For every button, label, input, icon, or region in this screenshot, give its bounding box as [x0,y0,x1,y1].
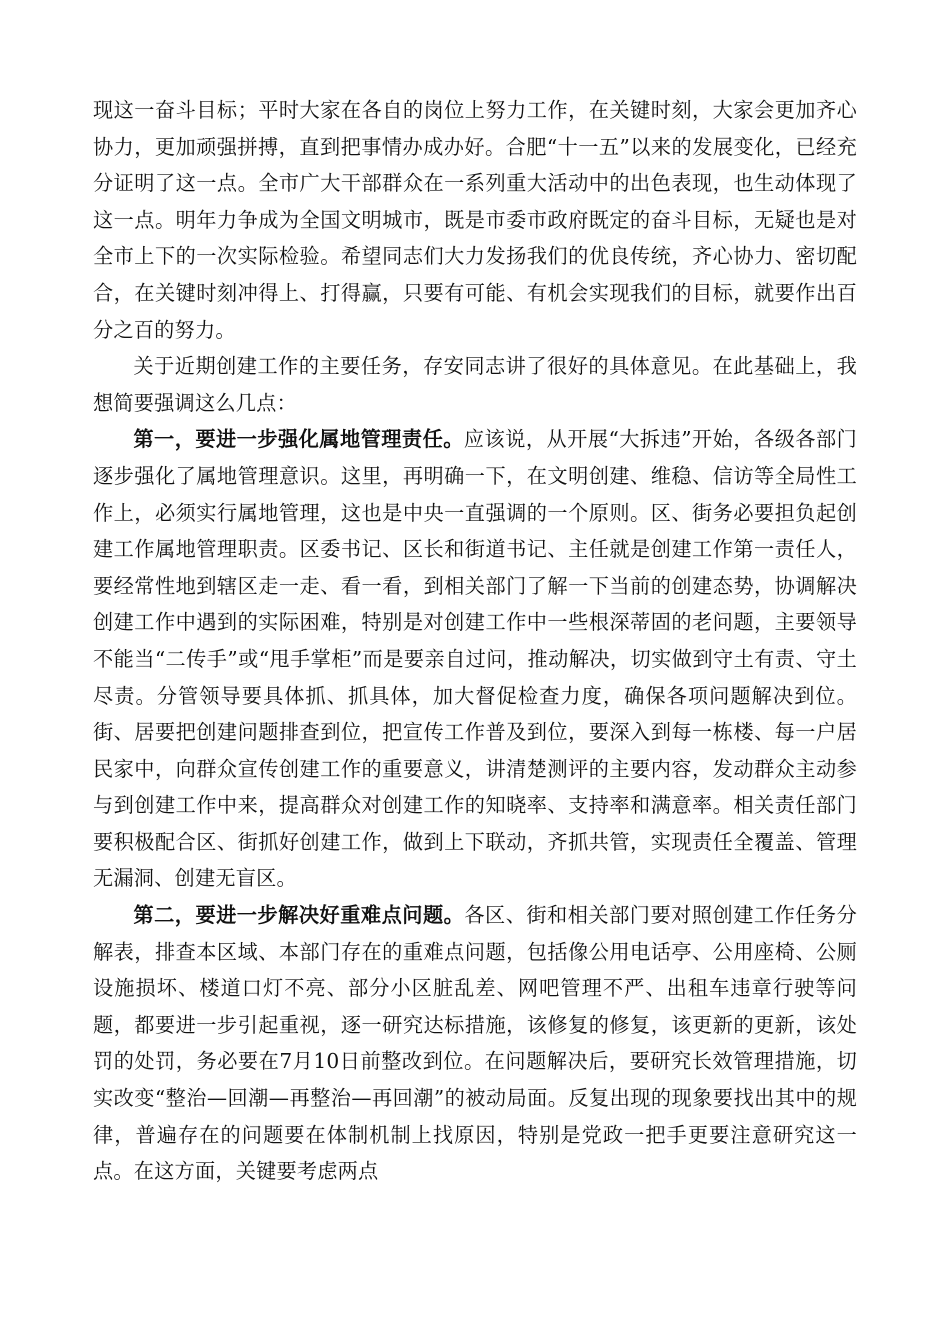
paragraph-point-two [93,897,857,1190]
paragraph-continuation [93,92,857,348]
paragraph-heading: 第二，要进一步解决好重难点问题。 [133,903,465,928]
paragraph-text: 现这一奋斗目标；平时大家在各自的岗位上努力工作，在关键时刻，大家会更加齐心协力，更加顽强拼搏，直到把事情办成办好。合肥“十一五”以来的发展变化，已经充分证明了这一点。全市广大干部群众在一系列重大活动中的出色表现，也生动体现了这一点。明年力争成为全国文明城市，既是市委市政府既定的奋斗目标，无疑也是对全市上下的一次实际检验。希望同志们大力发扬我们的优良传统，齐心协力、密切配合，在关键时刻冲得上、打得赢，只要有可能、有机会实现我们的目标，就要作出百分之百的努力。 [93,98,857,342]
paragraph-text: 应该说，从开展“大拆违”开始，各级各部门逐步强化了属地管理意识。这里，再明确一下，在文明创建、维稳、信访等全局性工作上，必须实行属地管理，这也是中央一直强调的一个原则。区、街务必要担负起创建工作属地管理职责。区委书记、区长和街道书记、主任就是创建工作第一责任人，要经常性地到辖区走一走、看一看，到相关部门了解一下当前的创建态势，协调解决创建工作中遇到的实际困难，特别是对创建工作中一些根深蒂固的老问题，主要领导不能当“二传手”或“甩手掌柜”而是要亲自过问，推动解决，切实做到守土有责、守土尽责。分管领导要具体抓、抓具体，加大督促检查力度，确保各项问题解决到位。街、居要把创建问题排查到位，把宣传工作普及到位，要深入到每一栋楼、每一户居民家中，向群众宣传创建工作的重要意义，讲清楚测评的主要内容，发动群众主动参与到创建工作中来，提高群众对创建工作的知晓率、支持率和满意率。相关责任部门要积极配合区、街抓好创建工作，做到上下联动，齐抓共管，实现责任全覆盖、管理无漏洞、创建无盲区。 [93,427,857,891]
paragraph-intro [93,348,857,421]
paragraph-point-one [93,421,857,897]
paragraph-text: 关于近期创建工作的主要任务，存安同志讲了很好的具体意见。在此基础上，我想简要强调这么几点： [93,354,857,415]
paragraph-heading: 第一，要进一步强化属地管理责任。 [133,427,464,452]
paragraph-text: 各区、街和相关部门要对照创建工作任务分解表，排查本区域、本部门存在的重难点问题，包括像公用电话亭、公用座椅、公厕设施损坏、楼道口灯不亮、部分小区脏乱差、网吧管理不严、出租车违章行驶等问题，都要进一步引起重视，逐一研究达标措施，该修复的修复，该更新的更新，该处罚的处罚，务必要在7月10日前整改到位。在问题解决后，要研究长效管理措施，切实改变“整治—回潮—再整治—再回潮”的被动局面。反复出现的现象要找出其中的规律，普遍存在的问题要在体制机制上找原因，特别是党政一把手更要注意研究这一点。在这方面，关键要考虑两点 [93,903,858,1184]
document-page [93,92,857,1190]
